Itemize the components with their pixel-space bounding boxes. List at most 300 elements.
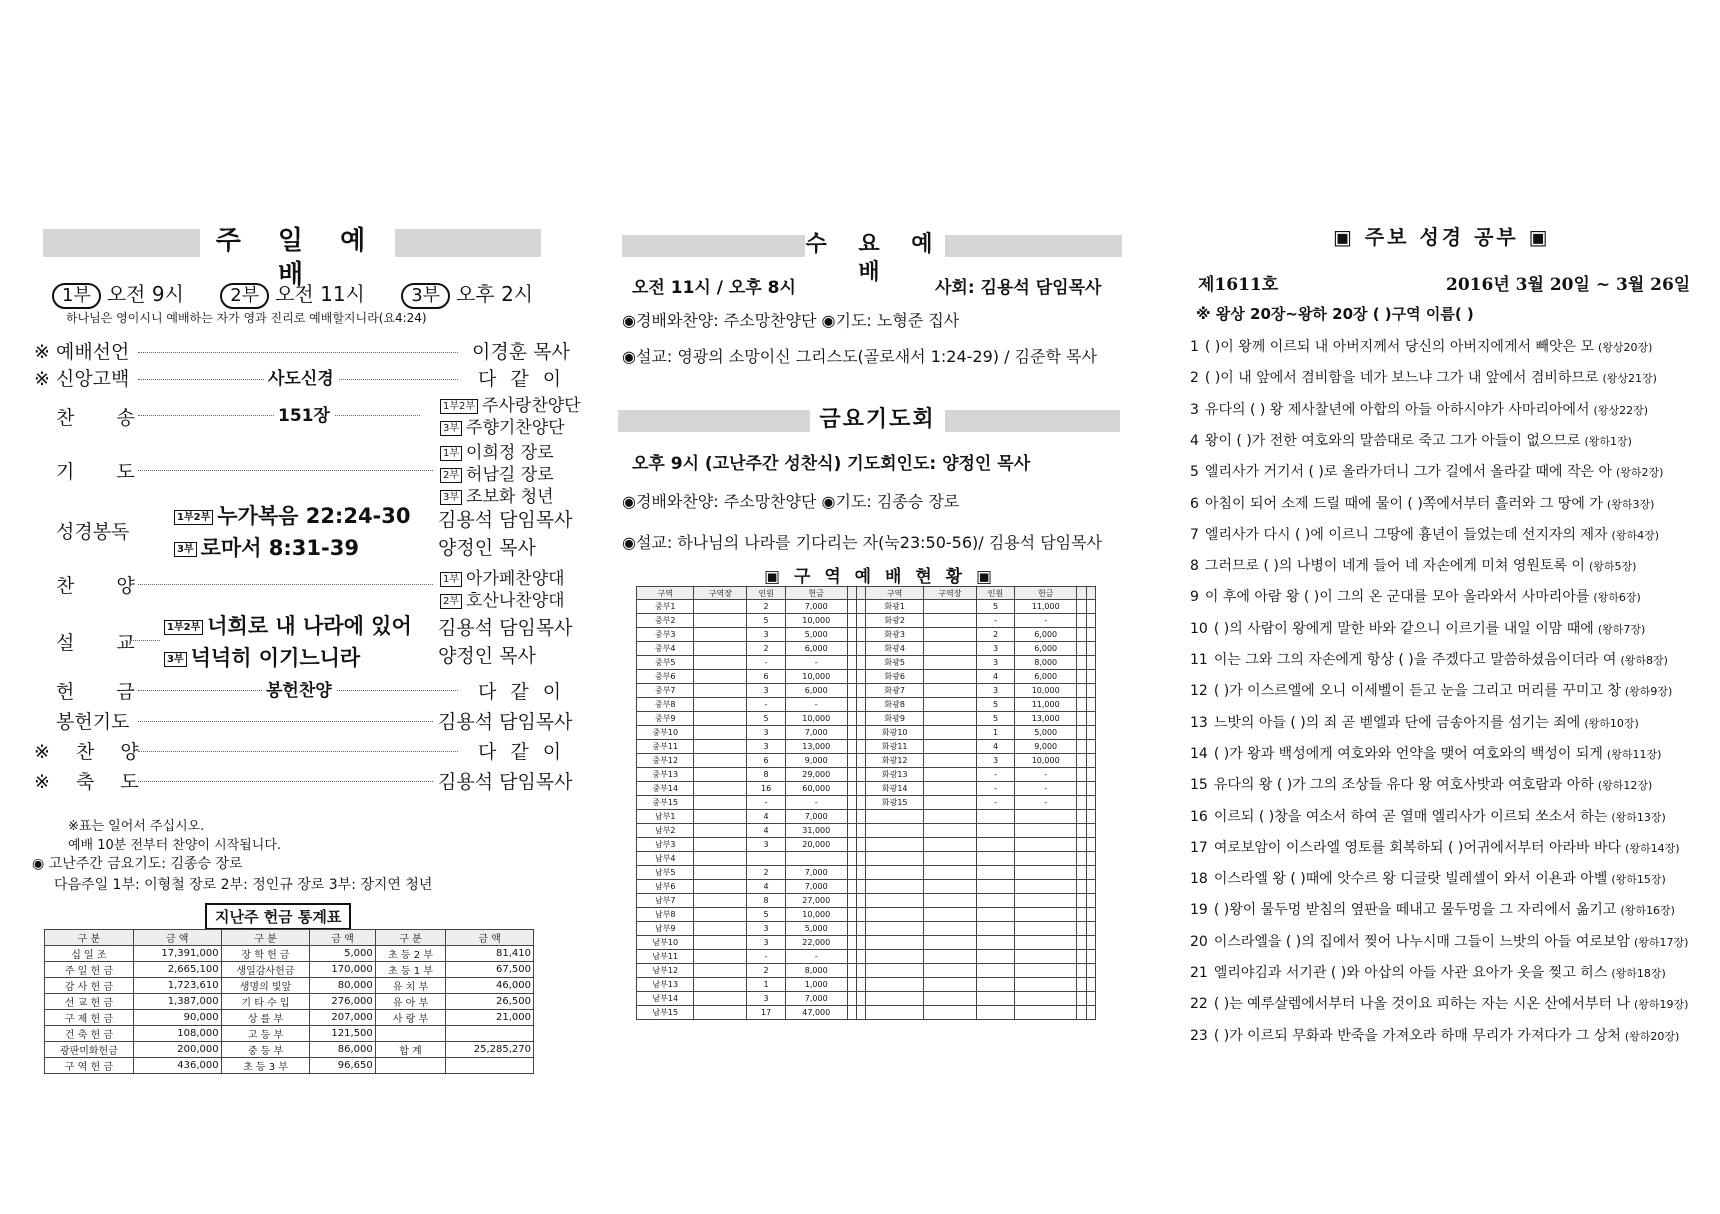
- district-cell: [694, 852, 747, 866]
- offering-cell: 276,000: [310, 994, 375, 1010]
- district-cell: 남부1: [637, 810, 694, 824]
- district-cell: [1077, 824, 1086, 838]
- district-cell: 5: [976, 600, 1014, 614]
- district-cell: 16: [747, 782, 785, 796]
- district-row: [637, 810, 1096, 824]
- offering-header: 구 분: [45, 930, 134, 946]
- reading-reader-1: 양정인 목사: [438, 537, 536, 559]
- district-cell: [857, 978, 866, 992]
- district-cell: [1086, 894, 1095, 908]
- question-item: [1190, 899, 1675, 919]
- district-cell: -: [976, 782, 1014, 796]
- wednesday-line-0: ◉경배와찬양: 주소망찬양단 ◉기도: 노형준 집사: [622, 311, 960, 330]
- question-item: [1190, 618, 1645, 638]
- district-cell: -: [785, 656, 847, 670]
- district-cell: 31,000: [785, 824, 847, 838]
- service-times: [52, 278, 533, 309]
- district-cell: [1077, 950, 1086, 964]
- district-cell: 2: [747, 866, 785, 880]
- district-cell: [923, 656, 976, 670]
- district-cell: [1077, 628, 1086, 642]
- question-number: 11: [1190, 652, 1208, 668]
- district-cell: [847, 726, 856, 740]
- district-cell: [847, 880, 856, 894]
- district-cell: [694, 698, 747, 712]
- district-cell: [857, 782, 866, 796]
- offering-cell: 중 등 부: [221, 1042, 310, 1058]
- district-cell: 5: [747, 614, 785, 628]
- offering-header: 구 분: [375, 930, 445, 946]
- item-label-2: 찬 송: [56, 407, 153, 429]
- district-cell: [694, 796, 747, 810]
- district-cell: [847, 936, 856, 950]
- district-row: [637, 712, 1096, 726]
- question-reference: (왕하13장): [1611, 810, 1666, 824]
- district-cell: 2: [747, 600, 785, 614]
- offering-row: [45, 1042, 534, 1058]
- district-cell: [847, 964, 856, 978]
- district-cell: 5: [976, 712, 1014, 726]
- question-reference: (왕하5장): [1588, 560, 1637, 574]
- district-cell: [1015, 824, 1077, 838]
- question-reference: (왕하2장): [1615, 466, 1664, 480]
- question-text: 엘리야김과 서기관 ( )와 아삽의 아들 사관 요아가 옷을 찢고 히스: [1213, 965, 1608, 981]
- question-text: 이르되 ( )창을 여소서 하여 곧 열매 엘리사가 이르되 쏘소서 하는: [1213, 808, 1608, 825]
- offering-cell: 감 사 헌 금: [45, 978, 134, 994]
- district-cell: [1086, 656, 1095, 670]
- offering-title: 지난주 헌금 통계표: [205, 903, 351, 930]
- district-cell: [923, 628, 976, 642]
- district-cell: 남부5: [637, 866, 694, 880]
- sunday-title: 주 일 예 배: [200, 224, 395, 292]
- offering-cell: 초 등 2 부: [375, 946, 445, 962]
- district-cell: [1077, 978, 1086, 992]
- district-cell: [857, 908, 866, 922]
- district-cell: [923, 978, 976, 992]
- question-reference: (왕하19장): [1633, 998, 1689, 1012]
- wednesday-title: 수 요 예 배: [805, 232, 945, 285]
- district-cell: 화광15: [866, 796, 923, 810]
- item-label-4: 성경봉독: [56, 521, 130, 543]
- district-cell: 중부6: [637, 670, 694, 684]
- leader-dots: [138, 470, 433, 471]
- district-cell: [857, 656, 866, 670]
- question-number: 9: [1190, 589, 1199, 606]
- question-item: [1190, 680, 1672, 700]
- district-cell: [866, 838, 923, 852]
- district-cell: [1077, 712, 1086, 726]
- district-cell: 9,000: [1015, 740, 1077, 754]
- question-number: 12: [1190, 683, 1208, 700]
- leader-dots: [138, 781, 433, 782]
- offering-cell: 초 등 1 부: [375, 962, 445, 978]
- offering-cell: 207,000: [310, 1010, 375, 1026]
- district-cell: [857, 684, 866, 698]
- district-cell: 화광2: [866, 614, 923, 628]
- question-text: 엘리사가 다시 ( )에 이르니 그땅에 흉년이 들었는데 선지자의 제자: [1204, 526, 1608, 543]
- question-item: [1190, 806, 1666, 826]
- item-right-8: 김용석 담임목사: [438, 711, 573, 733]
- district-cell: [1086, 796, 1095, 810]
- question-number: 22: [1190, 996, 1208, 1013]
- district-cell: [976, 964, 1014, 978]
- tag: 3부: [174, 542, 197, 557]
- item-label-3: 기 도: [56, 461, 153, 483]
- item-center-1: 사도신경: [264, 364, 338, 389]
- tag: 1부: [440, 572, 462, 587]
- district-title: ▣ 구 역 예 배 현 황 ▣: [764, 567, 997, 587]
- district-cell: 3: [747, 936, 785, 950]
- wednesday-leader: 사회: 김용석 담임목사: [935, 278, 1102, 298]
- district-cell: [847, 810, 856, 824]
- offering-cell: 80,000: [310, 978, 375, 994]
- district-cell: -: [976, 768, 1014, 782]
- friday-title: 금요기도회: [810, 405, 945, 435]
- district-cell: 화광3: [866, 628, 923, 642]
- district-cell: 3: [976, 656, 1014, 670]
- district-cell: [976, 810, 1014, 824]
- district-cell: [1086, 684, 1095, 698]
- district-row: [637, 754, 1096, 768]
- wednesday-time: 오전 11시 / 오후 8시: [632, 278, 796, 298]
- district-cell: [976, 852, 1014, 866]
- question-text: ( )가 왕과 백성에게 여호와와 언약을 맺어 여호와의 백성이 되게: [1213, 745, 1603, 762]
- district-cell: [857, 698, 866, 712]
- district-cell: 1: [976, 726, 1014, 740]
- question-reference: (왕상22장): [1593, 403, 1649, 417]
- offering-cell: 생명의 빛앞: [221, 978, 310, 994]
- question-text: ( )이 내 앞에서 겸비함을 네가 보느냐 그가 내 앞에서 겸비하므로: [1204, 370, 1599, 387]
- district-cell: [866, 908, 923, 922]
- offering-cell: [446, 1058, 534, 1074]
- district-cell: [976, 978, 1014, 992]
- district-cell: [847, 796, 856, 810]
- question-text: ( )이 왕께 이르되 내 아버지께서 당신의 아버지에게서 빼앗은 모: [1204, 339, 1594, 355]
- district-cell: 7,000: [785, 880, 847, 894]
- district-cell: [1086, 964, 1095, 978]
- friday-line-0: ◉경배와찬양: 주소망찬양단 ◉기도: 김종승 장로: [622, 492, 960, 511]
- district-cell: [1077, 670, 1086, 684]
- question-number: 23: [1190, 1027, 1208, 1044]
- district-cell: 중부3: [637, 628, 694, 642]
- district-cell: [694, 1006, 747, 1020]
- offering-cell: 십 일 조: [45, 946, 134, 962]
- district-cell: [976, 950, 1014, 964]
- district-cell: 17: [747, 1006, 785, 1020]
- district-cell: 남부11: [637, 950, 694, 964]
- district-cell: 47,000: [785, 1006, 847, 1020]
- district-cell: [694, 978, 747, 992]
- offering-row: [45, 962, 534, 978]
- item-right-1: 다 같 이: [478, 368, 566, 390]
- district-cell: [976, 880, 1014, 894]
- offering-cell: 21,000: [446, 1010, 534, 1026]
- district-cell: [857, 712, 866, 726]
- district-cell: -: [747, 656, 785, 670]
- district-row: [637, 922, 1096, 936]
- question-number: 21: [1190, 965, 1208, 981]
- district-cell: [847, 992, 856, 1006]
- district-cell: 화광6: [866, 670, 923, 684]
- question-item: [1190, 367, 1657, 387]
- offering-cell: 46,000: [446, 978, 534, 994]
- item-label-8: 봉헌기도: [56, 711, 130, 733]
- question-item: [1190, 336, 1652, 356]
- question-number: 8: [1190, 558, 1199, 575]
- district-cell: -: [1015, 768, 1077, 782]
- district-cell: 22,000: [785, 936, 847, 950]
- question-number: 6: [1190, 495, 1199, 512]
- district-cell: [694, 684, 747, 698]
- tag: 1부2부: [174, 510, 213, 525]
- district-cell: 5: [976, 698, 1014, 712]
- district-cell: [847, 782, 856, 796]
- district-cell: -: [785, 698, 847, 712]
- district-cell: [694, 670, 747, 684]
- item-right-7: 다 같 이: [478, 681, 566, 703]
- district-cell: 7,000: [785, 600, 847, 614]
- district-cell: 3: [976, 642, 1014, 656]
- district-cell: 5,000: [785, 628, 847, 642]
- district-row: [637, 992, 1096, 1006]
- district-cell: [694, 740, 747, 754]
- question-text: 엘리사가 거기서 ( )로 올라가더니 그가 길에서 올라갈 때에 작은 아: [1204, 464, 1612, 481]
- district-cell: [1086, 614, 1095, 628]
- offering-cell: 초 등 3 부: [221, 1058, 310, 1074]
- offering-header: 금 액: [133, 930, 221, 946]
- district-cell: 3: [747, 684, 785, 698]
- item-label-1: ※ 신앙고백: [34, 368, 130, 390]
- district-cell: -: [1015, 614, 1077, 628]
- district-cell: [694, 950, 747, 964]
- district-cell: [857, 824, 866, 838]
- district-row: [637, 866, 1096, 880]
- friday-line-1: ◉설교: 하나님의 나라를 기다리는 자(눅23:50-56)/ 김용석 담임목사: [622, 533, 1103, 552]
- district-cell: [694, 754, 747, 768]
- district-cell: [976, 922, 1014, 936]
- wednesday-line-1: ◉설교: 영광의 소망이신 그리스도(골로새서 1:24-29) / 김준학 목사: [622, 347, 1097, 366]
- time-tag-1: 1부: [52, 283, 101, 309]
- district-row: [637, 684, 1096, 698]
- item-center-2: 151장: [274, 401, 334, 426]
- district-cell: [1077, 726, 1086, 740]
- question-text: 왕이 ( )가 전한 여호와의 말씀대로 죽고 그가 아들이 없으므로: [1204, 432, 1581, 449]
- district-cell: [866, 1006, 923, 1020]
- district-cell: [866, 824, 923, 838]
- question-number: 15: [1190, 777, 1208, 794]
- district-cell: [923, 824, 976, 838]
- study-dates: 2016년 3월 20일 ~ 3월 26일: [1446, 275, 1691, 295]
- question-item: [1190, 774, 1652, 794]
- question-text: 여로보암이 이스라엘 영토를 회복하되 ( )어귀에서부터 아라바 바다: [1213, 839, 1622, 856]
- district-cell: 5,000: [1015, 726, 1077, 740]
- question-reference: (왕하1장): [1584, 434, 1632, 448]
- district-cell: 화광5: [866, 656, 923, 670]
- district-cell: [1086, 978, 1095, 992]
- district-header: [1077, 587, 1086, 600]
- district-cell: [857, 1006, 866, 1020]
- text: 로마서 8:31-39: [200, 536, 359, 560]
- tag: 3부: [440, 421, 462, 436]
- district-cell: [847, 1006, 856, 1020]
- district-cell: [976, 866, 1014, 880]
- offering-header: 구 분: [221, 930, 310, 946]
- question-text: 이 후에 아람 왕 ( )이 그의 온 군대를 모아 올라와서 사마리아를: [1204, 589, 1590, 606]
- district-cell: [1086, 782, 1095, 796]
- district-cell: 4: [976, 670, 1014, 684]
- district-cell: [923, 614, 976, 628]
- district-cell: [1015, 1006, 1077, 1020]
- district-cell: 7,000: [785, 866, 847, 880]
- offering-header: 금 액: [310, 930, 375, 946]
- district-cell: 29,000: [785, 768, 847, 782]
- leader-dots: [138, 352, 458, 353]
- district-cell: [1077, 656, 1086, 670]
- district-row: [637, 796, 1096, 810]
- district-cell: [976, 894, 1014, 908]
- district-cell: [694, 628, 747, 642]
- district-cell: [694, 782, 747, 796]
- district-cell: [1086, 950, 1095, 964]
- district-cell: [923, 698, 976, 712]
- district-cell: 6,000: [1015, 670, 1077, 684]
- question-reference: (왕하10장): [1584, 716, 1639, 730]
- question-item: [1190, 837, 1680, 857]
- district-cell: [1086, 628, 1095, 642]
- district-cell: -: [1015, 782, 1077, 796]
- district-row: [637, 936, 1096, 950]
- district-cell: [866, 978, 923, 992]
- district-cell: 3: [747, 992, 785, 1006]
- district-cell: [923, 782, 976, 796]
- sermon-0: [164, 610, 412, 640]
- district-cell: 7,000: [785, 810, 847, 824]
- question-reference: (왕하17장): [1633, 935, 1689, 949]
- question-item: [1190, 743, 1661, 763]
- district-cell: 남부8: [637, 908, 694, 922]
- district-cell: [1015, 992, 1077, 1006]
- offering-cell: 구 역 헌 금: [45, 1058, 134, 1074]
- district-cell: 남부4: [637, 852, 694, 866]
- district-cell: [857, 754, 866, 768]
- district-cell: [694, 614, 747, 628]
- district-cell: [923, 866, 976, 880]
- district-cell: 1: [747, 978, 785, 992]
- district-cell: -: [976, 796, 1014, 810]
- district-cell: [923, 950, 976, 964]
- district-cell: 10,000: [785, 614, 847, 628]
- question-item: [1190, 649, 1668, 669]
- friday-head: 오후 9시 (고난주간 성찬식) 기도회인도: 양정인 목사: [632, 454, 1031, 474]
- district-cell: [923, 838, 976, 852]
- district-cell: 10,000: [1015, 684, 1077, 698]
- district-cell: [857, 964, 866, 978]
- district-cell: [1077, 600, 1086, 614]
- offering-cell: 선 교 헌 금: [45, 994, 134, 1010]
- text: 너희로 내 나라에 있어: [207, 614, 412, 638]
- item-label-7: 헌 금: [56, 681, 153, 703]
- district-cell: 중부9: [637, 712, 694, 726]
- note-3: 다음주일 1부: 이형철 장로 2부: 정인규 장로 3부: 장지연 청년: [54, 877, 433, 893]
- district-cell: 중부7: [637, 684, 694, 698]
- district-cell: [1077, 796, 1086, 810]
- district-cell: 10,000: [1015, 754, 1077, 768]
- district-cell: 5: [747, 712, 785, 726]
- district-cell: 10,000: [785, 712, 847, 726]
- district-cell: [866, 894, 923, 908]
- district-cell: [857, 628, 866, 642]
- district-cell: [1086, 726, 1095, 740]
- district-cell: [857, 726, 866, 740]
- district-cell: 중부12: [637, 754, 694, 768]
- district-cell: [857, 642, 866, 656]
- district-cell: [1077, 866, 1086, 880]
- district-cell: [1015, 852, 1077, 866]
- district-cell: [694, 768, 747, 782]
- district-cell: [1077, 614, 1086, 628]
- district-cell: 20,000: [785, 838, 847, 852]
- district-row: [637, 782, 1096, 796]
- time-1: 오전 9시: [106, 282, 184, 306]
- question-item: [1190, 399, 1648, 419]
- district-cell: [1077, 852, 1086, 866]
- district-cell: 6,000: [785, 642, 847, 656]
- district-cell: [857, 866, 866, 880]
- question-text: ( )가 이스르엘에 오니 이세벨이 듣고 눈을 그리고 머리를 꾸미고 창: [1213, 683, 1621, 700]
- offering-cell: 사 랑 부: [375, 1010, 445, 1026]
- district-cell: [1086, 880, 1095, 894]
- district-cell: [1077, 698, 1086, 712]
- offering-cell: 주 일 헌 금: [45, 962, 134, 978]
- question-reference: (왕하16장): [1620, 904, 1675, 918]
- district-row: [637, 740, 1096, 754]
- district-cell: 화광8: [866, 698, 923, 712]
- district-cell: [847, 656, 856, 670]
- district-cell: 6,000: [1015, 628, 1077, 642]
- question-text: 유다의 ( ) 왕 제사찰년에 아합의 아들 아하시야가 사마리아에서: [1204, 401, 1590, 418]
- district-cell: 4: [747, 880, 785, 894]
- district-row: [637, 726, 1096, 740]
- question-number: 2: [1190, 370, 1199, 387]
- district-cell: [847, 740, 856, 754]
- district-cell: 화광7: [866, 684, 923, 698]
- district-cell: -: [1015, 796, 1077, 810]
- district-cell: [1086, 740, 1095, 754]
- district-cell: 7,000: [785, 726, 847, 740]
- question-item: [1190, 993, 1688, 1013]
- district-cell: [1086, 992, 1095, 1006]
- question-reference: (왕상21장): [1602, 372, 1657, 386]
- district-cell: [1077, 754, 1086, 768]
- study-title: ▣ 주보 성경 공부 ▣: [1333, 225, 1551, 249]
- district-cell: [866, 880, 923, 894]
- district-cell: 3: [747, 838, 785, 852]
- district-cell: 중부5: [637, 656, 694, 670]
- district-cell: [847, 894, 856, 908]
- question-reference: (왕하6장): [1593, 591, 1641, 605]
- offering-cell: [375, 1026, 445, 1042]
- offering-header: 금 액: [446, 930, 534, 946]
- question-item: [1190, 712, 1639, 732]
- question-number: 10: [1190, 620, 1208, 637]
- district-row: [637, 1006, 1096, 1020]
- question-item: [1190, 430, 1632, 450]
- district-cell: [847, 712, 856, 726]
- offering-cell: 구 제 헌 금: [45, 1010, 134, 1026]
- district-cell: [976, 838, 1014, 852]
- question-item: [1190, 493, 1654, 513]
- district-cell: [1086, 768, 1095, 782]
